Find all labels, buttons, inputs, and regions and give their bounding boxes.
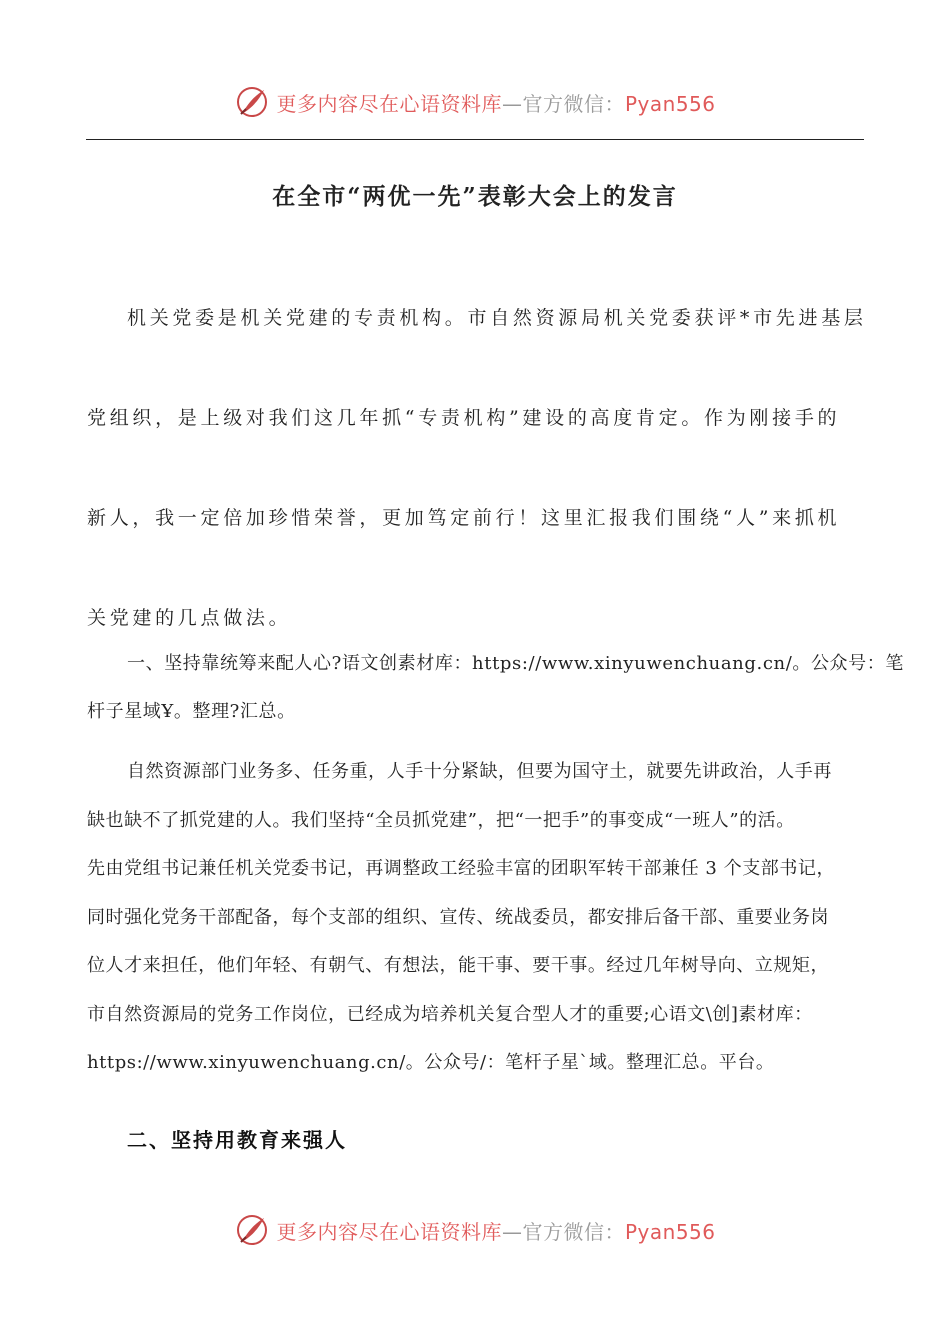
paragraph-line: 机关党委是机关党建的专责机构。市自然资源局机关党委获评*市先进基层 [127, 307, 867, 329]
paragraph-body [87, 748, 865, 1088]
banner-wechat-id: Pyan556 [624, 1219, 716, 1244]
header-watermark-banner [0, 80, 950, 124]
paragraph-line: 先由党组书记兼任机关党委书记，再调整政工经验丰富的团职军转干部兼任 3 个支部书记， [87, 858, 835, 879]
footer-watermark-banner [0, 1208, 950, 1252]
paragraph-line: 杆子星域Ұ。整理?汇总。 [87, 701, 296, 722]
quill-logo-icon [234, 84, 270, 120]
section-two-heading: 二、坚持用教育来强人 [127, 1128, 347, 1152]
section-one-heading-paragraph [87, 640, 904, 736]
banner-wechat-id: Pyan556 [624, 91, 716, 116]
header-divider [86, 139, 864, 140]
paragraph-line: 一、坚持靠统筹来配人心?语文创素材库：https://www.xinyuwenchuang.cn/。公众号：笔 [127, 653, 904, 674]
quill-logo-icon [234, 1212, 270, 1248]
banner-separator: — [501, 1219, 523, 1244]
banner-wechat-label: 官方微信： [522, 1219, 625, 1244]
banner-wechat-label: 官方微信： [522, 91, 625, 116]
paragraph-line: 关党建的几点做法。 [87, 607, 292, 629]
banner-main-text: 更多内容尽在心语资料库 [276, 1219, 502, 1244]
paragraph-intro [87, 268, 865, 668]
paragraph-line: https://www.xinyuwenchuang.cn/。公众号/：笔杆子星`域。整理汇总。平台。 [87, 1052, 775, 1073]
banner-separator: — [501, 91, 523, 116]
paragraph-line: 新人，我一定倍加珍惜荣誉，更加笃定前行！这里汇报我们围绕“人”来抓机 [87, 507, 841, 529]
paragraph-line: 自然资源部门业务多、任务重，人手十分紧缺，但要为国守土，就要先讲政治，人手再 [127, 761, 832, 782]
banner-main-text: 更多内容尽在心语资料库 [276, 91, 502, 116]
paragraph-line: 市自然资源局的党务工作岗位，已经成为培养机关复合型人才的重要;心语文\创]素材库： [87, 1003, 813, 1025]
banner-text [276, 1216, 715, 1245]
paragraph-line: 缺也缺不了抓党建的人。我们坚持“全员抓党建”，把“一把手”的事变成“一班人”的活。 [87, 809, 795, 831]
document-title: 在全市“两优一先”表彰大会上的发言 [272, 183, 678, 210]
paragraph-line: 党组织，是上级对我们这几年抓“专责机构”建设的高度肯定。作为刚接手的 [87, 407, 841, 429]
banner-text [276, 88, 715, 117]
paragraph-line: 位人才来担任，他们年轻、有朝气、有想法，能干事、要干事。经过几年树导向、立规矩， [87, 955, 829, 976]
paragraph-line: 同时强化党务干部配备，每个支部的组织、宣传、统战委员，都安排后备干部、重要业务岗 [87, 906, 829, 928]
